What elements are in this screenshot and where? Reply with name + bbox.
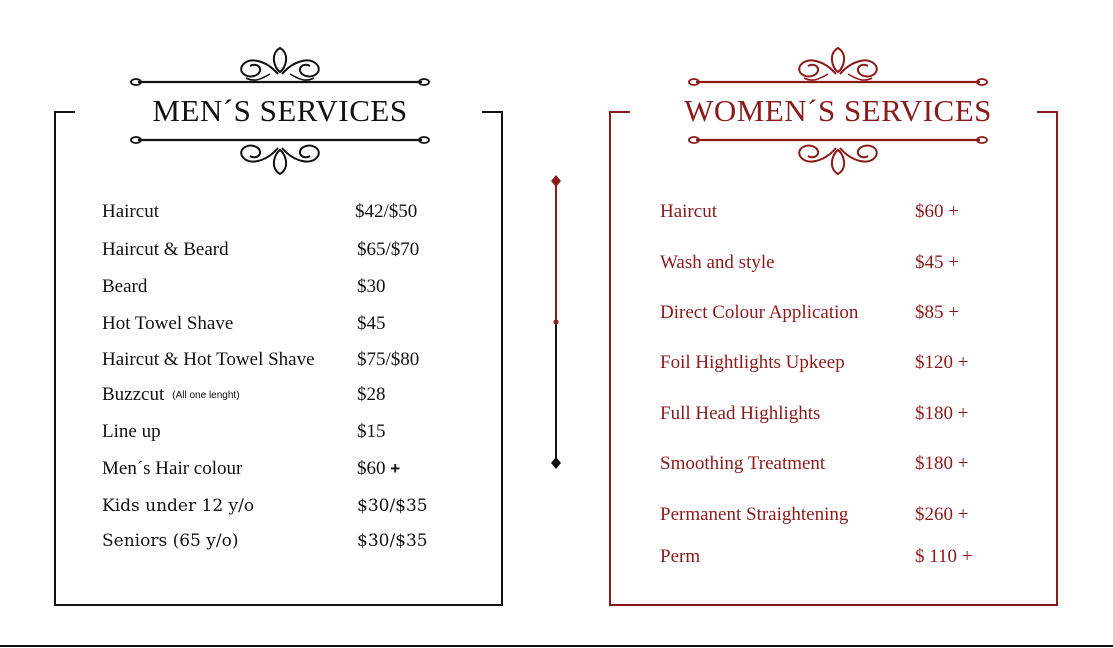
women-item-price: $180 +	[915, 403, 969, 424]
women-item-name: Smoothing Treatment	[660, 453, 826, 474]
men-item-name: Seniors (65 y/o)	[102, 531, 239, 551]
men-item-name: Beard	[102, 276, 148, 297]
men-item-price: $60	[357, 458, 386, 479]
men-services-title: MEN´S SERVICES	[152, 93, 408, 128]
men-item-suffix: +	[390, 459, 401, 478]
men-item-price: $30/$35	[357, 496, 428, 516]
men-item-name: Haircut & Beard	[102, 239, 229, 260]
women-top-flourish-icon	[688, 42, 988, 88]
men-item-price: $28	[357, 384, 386, 405]
men-item-name: Haircut	[102, 201, 159, 222]
men-item-price: $45	[357, 313, 386, 334]
men-item-name: Hot Towel Shave	[102, 313, 234, 334]
women-item-price: $45 +	[915, 252, 959, 273]
women-item-name: Foil Hightlights Upkeep	[660, 352, 845, 373]
men-item-name: Men´s Hair colour	[102, 458, 243, 479]
women-item-name: Direct Colour Application	[660, 302, 859, 323]
women-item-name: Perm	[660, 546, 701, 567]
men-item-price: $42/$50	[355, 201, 418, 222]
men-item-name: Kids under 12 y/o	[102, 496, 255, 516]
men-item-price: $65/$70	[357, 239, 420, 260]
women-item-price: $ 110 +	[915, 546, 973, 567]
women-services-title: WOMEN´S SERVICES	[684, 93, 992, 128]
men-item-price: $30/$35	[357, 531, 428, 551]
women-item-name: Wash and style	[660, 252, 775, 273]
women-item-name: Full Head Highlights	[660, 403, 821, 424]
men-item-name: Buzzcut	[102, 384, 165, 405]
women-item-price: $180 +	[915, 453, 969, 474]
women-item-price: $85 +	[915, 302, 959, 323]
bottom-divider	[0, 645, 1113, 647]
men-item-name: Line up	[102, 421, 161, 442]
men-item-name: Haircut & Hot Towel Shave	[102, 349, 315, 370]
women-item-name: Haircut	[660, 201, 717, 222]
men-item-price: $30	[357, 276, 386, 297]
women-item-price: $60 +	[915, 201, 959, 222]
women-item-price: $260 +	[915, 504, 969, 525]
men-item-price: $75/$80	[357, 349, 420, 370]
women-item-price: $120 +	[915, 352, 969, 373]
women-item-name: Permanent Straightening	[660, 504, 849, 525]
women-bottom-flourish-icon	[688, 134, 988, 180]
men-item-note: (All one lenght)	[172, 390, 240, 401]
men-item-price: $15	[357, 421, 386, 442]
